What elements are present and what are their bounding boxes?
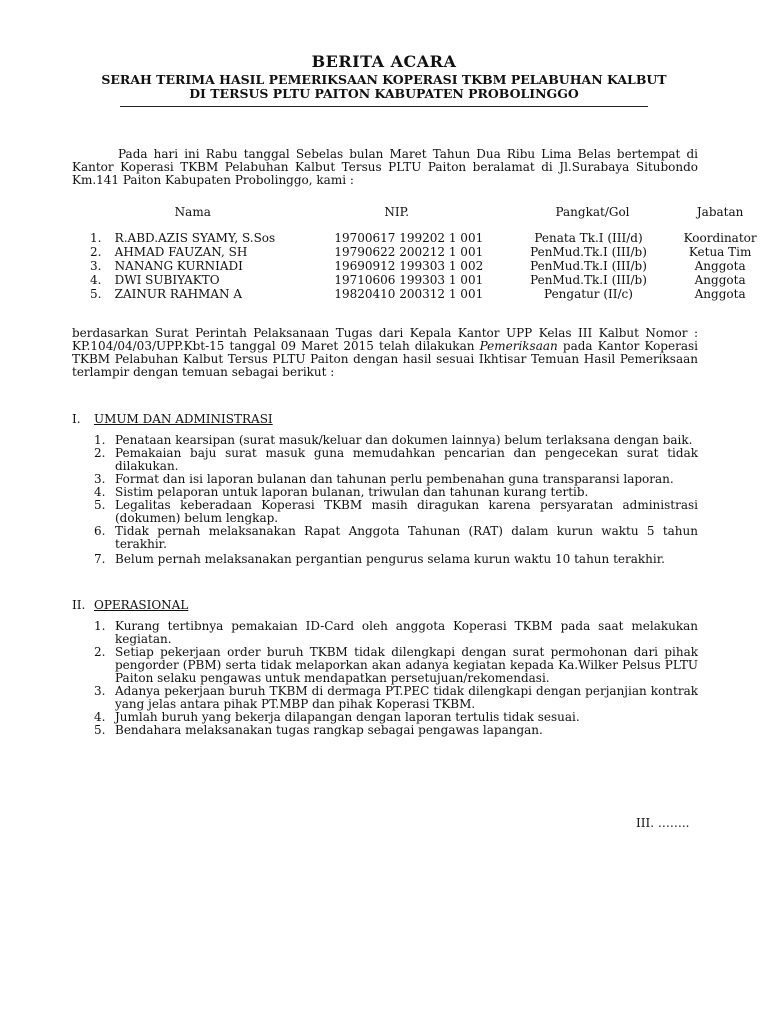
document-subtitle-line-1: SERAH TERIMA HASIL PEMERIKSAAN KOPERASI TKBM PELABUHAN KALBUT [101,72,667,87]
member-name: DWI SUBIYAKTO [114,273,220,287]
item-number: 3. [94,472,106,486]
intro-paragraph: Pada hari ini Rabu tanggal Sebelas bulan Maret Tahun Dua Ribu Lima Belas bertempat di Kantor Koperasi TKBM Pelabuhan Kalbut Tersus PLTU Paiton beralamat di Jl.Surabaya Situbondo Km.141 Paiton Kabupaten Probolinggo, kami : [72,147,698,187]
section-title: UMUM DAN ADMINISTRASI [94,412,273,426]
item-text: Jumlah buruh yang bekerja dilapangan dengan laporan tertulis tidak sesuai. [115,710,580,724]
member-nip: 19700617 199202 1 001 [334,231,484,245]
item-text: Pemakaian baju surat masuk guna memudahkan pencarian dan pengecekan surat tidak dilakukan. [115,446,698,473]
item-number: 2. [94,645,106,659]
item-text: Sistim pelaporan untuk laporan bulanan, triwulan dan tahunan kurang tertib. [115,485,589,499]
member-name: AHMAD FAUZAN, SH [114,245,248,259]
header-nip: NIP. [384,205,410,219]
basis-text-before: berdasarkan Surat Perintah Pelaksanaan Tugas dari Kepala Kantor UPP Kelas III Kalbut Nomor : KP.104/04/03/UPP.Kbt-15 tanggal 09 Maret 2015 telah dilakukan [72,326,698,353]
row-number: 2. [90,245,102,259]
item-text: Format dan isi laporan bulanan dan tahunan perlu pembenahan guna transparansi laporan. [115,472,674,486]
item-text: Belum pernah melaksanakan pergantian pengurus selama kurun waktu 10 tahun terakhir. [115,552,665,566]
table-row [90,287,768,301]
header-name: Nama [174,205,211,219]
item-number: 6. [94,524,106,538]
member-position: Ketua Tim [688,245,752,259]
member-name: R.ABD.AZIS SYAMY, S.Sos [114,231,276,245]
member-rank: Pengatur (II/c) [544,287,633,301]
section-title: OPERASIONAL [94,598,189,612]
member-position: Anggota [694,287,746,301]
header-rank: Pangkat/Gol [555,205,630,219]
document-subtitle-line-2: DI TERSUS PLTU PAITON KABUPATEN PROBOLINGGO [189,86,579,101]
list-item [72,724,698,737]
basis-emphasis: Pemeriksaan [479,339,558,353]
list-item [72,553,698,566]
section-numeral: I. [72,412,81,426]
basis-text-after: pada Kantor Koperasi TKBM Pelabuhan Kalbut Tersus PLTU Paiton dengan hasil sesuai Ikhtisar Temuan Hasil Pemeriksaan terlampir dengan temuan sebagai berikut : [72,339,698,379]
basis-paragraph [72,327,698,379]
item-number: 3. [94,684,106,698]
item-number: 7. [94,552,106,566]
item-text: Tidak pernah melaksanakan Rapat Anggota Tahunan (RAT) dalam kurun waktu 5 tahun terakhir. [115,524,698,551]
member-rank: Penata Tk.I (III/d) [534,231,643,245]
member-rank: PenMud.Tk.I (III/b) [530,259,647,273]
row-number: 4. [90,273,102,287]
list-item [72,620,698,646]
item-text: Kurang tertibnya pemakaian ID-Card oleh anggota Koperasi TKBM pada saat melakukan kegiatan. [115,619,698,646]
members-table-header [90,205,768,231]
section-items-operational [72,620,698,737]
list-item [72,685,698,711]
item-number: 1. [94,619,106,633]
row-number: 5. [90,287,102,301]
title-divider [120,106,648,107]
item-number: 5. [94,723,106,737]
member-position: Anggota [694,273,746,287]
table-row [90,259,768,273]
members-table [90,205,768,301]
list-item [72,499,698,525]
member-nip: 19690912 199303 1 002 [334,259,484,273]
item-text: Legalitas keberadaan Koperasi TKBM masih diragukan karena persyaratan administrasi (dokumen) belum lengkap. [115,498,698,525]
member-position: Anggota [694,259,746,273]
document-title: BERITA ACARA [311,52,457,71]
item-number: 2. [94,446,106,460]
member-rank: PenMud.Tk.I (III/b) [530,245,647,259]
item-text: Penataan kearsipan (surat masuk/keluar dan dokumen lainnya) belum terlaksana dengan baik. [115,433,693,447]
continuation-marker: III. …….. [636,816,690,830]
item-text: Setiap pekerjaan order buruh TKBM tidak dilengkapi dengan surat permohonan dari pihak pengorder (PBM) serta tidak melaporkan akan adanya kegiatan kepada Ka.Wilker Pelsus PLTU Paiton selaku pengawas untuk mendapatkan persetujuan/rekomendasi. [115,645,698,685]
item-number: 4. [94,485,106,499]
section-items-general-admin [72,434,698,566]
section-numeral: II. [72,598,86,612]
item-number: 5. [94,498,106,512]
header-number [90,205,115,231]
item-number: 1. [94,433,106,447]
list-item [72,646,698,685]
member-nip: 19710606 199303 1 001 [334,273,484,287]
row-number: 1. [90,231,102,245]
member-name: NANANG KURNIADI [114,259,243,273]
member-nip: 19790622 200212 1 001 [334,245,484,259]
member-name: ZAINUR RAHMAN A [114,287,242,301]
table-row [90,231,768,245]
item-text: Bendahara melaksanakan tugas rangkap sebagai pengawas lapangan. [115,723,543,737]
list-item [72,525,698,551]
table-row [90,245,768,259]
member-position: Koordinator [683,231,757,245]
item-text: Adanya pekerjaan buruh TKBM di dermaga PT.PEC tidak dilengkapi dengan perjanjian kontrak yang jelas antara pihak PT.MBP dan pihak Koperasi TKBM. [115,684,698,711]
section-heading-operational [72,599,188,612]
row-number: 3. [90,259,102,273]
member-rank: PenMud.Tk.I (III/b) [530,273,647,287]
list-item [72,447,698,473]
table-row [90,273,768,287]
member-nip: 19820410 200312 1 001 [334,287,484,301]
header-position: Jabatan [696,205,744,219]
section-heading-general-admin [72,413,273,426]
item-number: 4. [94,710,106,724]
